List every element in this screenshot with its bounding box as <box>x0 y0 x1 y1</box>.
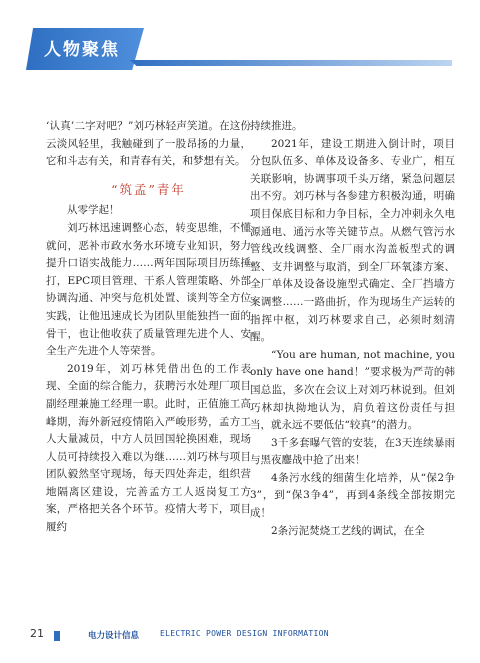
paragraph: 刘巧林迅速调整心态，转变思维，不懂就问，恶补市政水务水环境专业知识，努力提升口语实战能力……两年国际项目历练捶打，EPC项目管理、干系人管理策略、外部协调沟通、冲突与危机处置、谈判等全方位实践，让他迅速成长为团队里能独挡一面的骨干，也让他收获了质量管理先进个人、安全生产先进个人等荣誉。 <box>46 221 251 358</box>
paragraph: 3千多套曝气管的安装，在3天连续暴雨与黑夜鏖战中抢了出来！ <box>250 436 455 467</box>
left-column <box>46 118 251 537</box>
section-title: “筑孟”青年 <box>111 181 186 197</box>
paragraph: 持续推进。 <box>250 120 303 132</box>
header-rule <box>130 60 452 66</box>
footer-accent-bar <box>54 631 60 641</box>
section-header-title: 人物聚焦 <box>44 40 120 60</box>
paragraph: 2019年，刘巧林凭借出色的工作表现、全面的综合能力，获聘污水处理厂项目副经理兼施工经理一职。此时，正值施工高峰期，海外新冠疫情陷入严峻形势，孟方工人大量减员，中方人员回国轮换困难，现场人员可持续投入难以为继……刘巧林与项目团队毅然坚守现场，每天四处奔走，组织营地隔离区建设，完善孟方工人返岗复工方案，严格把关各个环节。疫情大考下，项目履约 <box>46 362 251 534</box>
page-number: 21 <box>30 627 44 640</box>
paragraph: 2条污泥焚烧工艺线的调试，在全 <box>271 524 425 537</box>
right-column <box>250 118 455 540</box>
magazine-name-cn: 电力设计信息 <box>88 631 140 641</box>
paragraph: 4条污水线的细菌生化培养，从“保2争3”，到“保3争4”，再到4条线全部按期完成！ <box>250 471 455 520</box>
paragraph: 2021年，建设工期进入倒计时，项目分包队伍多、单体及设备多、专业广，相互关联影响，协调事项千头万绪，紧急问题层出不穷。刘巧林与各参建方积极沟通，明确项目保底目标和力争目标，全力冲刺永久电源通电、通污水等关键节点。从燃气管污水管线改线调整、全厂雨水沟盖板型式的调整、支井调整与取消，到全厂环氧漆方案、全厂单体及设备设施型式确定、全厂挡墙方案调整……一路曲折，作为现场生产运转的指挥中枢，刘巧林要求自己，必须时刻清醒。 <box>250 137 455 344</box>
paragraph: “You are human, not machine, you only have one hand！”要求极为严苛的韩国总监，多次在会议上对刘巧林说到。但刘巧林却执拗地认为，肩负着这份责任与担当，就永远不要低估“较真”的潜力。 <box>250 348 455 432</box>
paragraph: ‘认真’二字对吧？”刘巧林轻声笑道。在这份云淡风轻里，我触碰到了一股昂扬的力量，它和斗志有关，和青春有关，和梦想有关。 <box>46 120 251 168</box>
paragraph: 从零学起！ <box>67 204 120 217</box>
magazine-name-en: ELECTRIC POWER DESIGN INFORMATION <box>160 629 329 638</box>
page-footer <box>30 627 450 647</box>
